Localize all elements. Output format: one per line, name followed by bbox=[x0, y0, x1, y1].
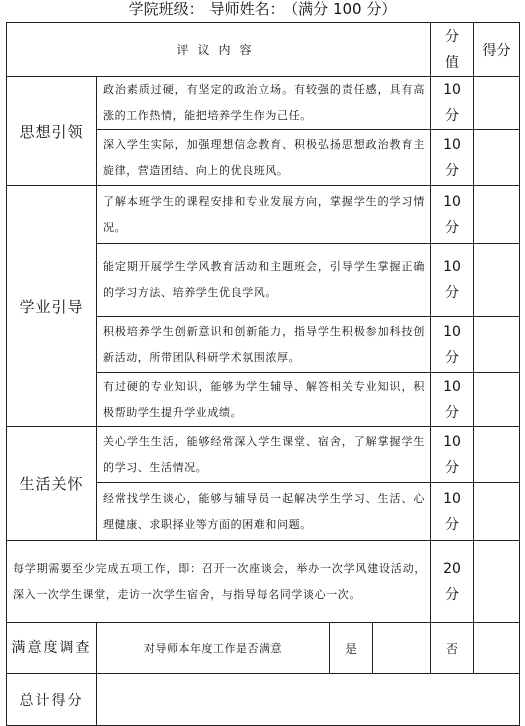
satisfaction-question: 对导师本年度工作是否满意 bbox=[97, 623, 330, 673]
obtained-score-cell[interactable] bbox=[474, 317, 520, 373]
score-unit: 分 bbox=[445, 404, 460, 421]
obtained-score-cell[interactable] bbox=[474, 373, 520, 427]
criterion-text: 深入学生实际，加强理想信念教育、积极弘扬思想政治教育主旋律，营造团结、向上的优良班风。 bbox=[97, 130, 431, 186]
satisfaction-no-checkbox[interactable] bbox=[474, 623, 520, 674]
obtained-score-cell[interactable] bbox=[474, 427, 520, 483]
score-number: 10 bbox=[443, 490, 461, 507]
category-ideology: 思想引领 bbox=[7, 77, 97, 186]
score-number: 10 bbox=[443, 259, 461, 275]
criterion-text: 积极培养学生创新意识和创新能力，指导学生积极参加科技创新活动，所带团队科研学术氛围浓厚。 bbox=[97, 317, 431, 373]
score-value bbox=[431, 317, 474, 373]
score-unit: 分 bbox=[445, 108, 460, 124]
score-unit: 分 bbox=[445, 285, 460, 301]
score-number: 20 bbox=[443, 560, 461, 577]
score-value bbox=[431, 186, 474, 244]
table-row bbox=[7, 427, 520, 483]
header-score bbox=[431, 23, 474, 77]
satisfaction-yes-label: 是 bbox=[330, 623, 373, 673]
total-row bbox=[7, 674, 520, 726]
header-obtained: 得分 bbox=[474, 23, 520, 77]
score-number: 10 bbox=[443, 378, 461, 395]
satisfaction-question-cell bbox=[97, 623, 431, 674]
score-value bbox=[431, 244, 474, 317]
obtained-score-cell[interactable] bbox=[474, 483, 520, 541]
table-header-row bbox=[7, 23, 520, 77]
category-academic: 学业引导 bbox=[7, 186, 97, 427]
criterion-text: 关心学生生活，能够经常深入学生课堂、宿舍，了解掌握学生的学习、生活情况。 bbox=[97, 427, 431, 483]
obtained-score-cell[interactable] bbox=[474, 244, 520, 317]
obtained-score-cell[interactable] bbox=[474, 130, 520, 186]
score-unit: 分 bbox=[445, 162, 460, 179]
requirement-text: 每学期需要至少完成五项工作，即：召开一次座谈会，举办一次学风建设活动，深入一次学生课堂，走访一次学生宿舍，与指导每名同学谈心一次。 bbox=[7, 541, 431, 623]
score-number: 10 bbox=[443, 323, 461, 340]
total-label: 总计得分 bbox=[7, 674, 97, 726]
score-unit: 分 bbox=[445, 219, 460, 236]
satisfaction-yes-checkbox[interactable] bbox=[373, 623, 430, 673]
evaluation-table bbox=[6, 22, 520, 726]
score-value bbox=[431, 541, 474, 623]
class-label: 学院班级： bbox=[128, 0, 204, 18]
criterion-text: 有过硬的专业知识，能够为学生辅导、解答相关专业知识，积极帮助学生提升学业成绩。 bbox=[97, 373, 431, 427]
score-value bbox=[431, 77, 474, 130]
score-unit: 分 bbox=[445, 349, 460, 366]
requirement-row bbox=[7, 541, 520, 623]
score-number: 10 bbox=[443, 82, 461, 98]
score-number: 10 bbox=[443, 433, 461, 450]
criterion-text: 政治素质过硬，有坚定的政治立场。有较强的责任感，具有高涨的工作热情，能把培养学生作为己任。 bbox=[97, 77, 431, 130]
obtained-score-cell[interactable] bbox=[474, 186, 520, 244]
score-unit: 分 bbox=[445, 516, 460, 533]
score-unit: 分 bbox=[445, 586, 460, 603]
criterion-text: 能定期开展学生学风教育活动和主题班会，引导学生掌握正确的学习方法、培养学生优良学风。 bbox=[97, 244, 431, 317]
form-header bbox=[0, 0, 525, 20]
score-value bbox=[431, 373, 474, 427]
satisfaction-label: 满意度调查 bbox=[7, 623, 97, 674]
header-content: 评议内容 bbox=[7, 23, 431, 77]
total-score-cell[interactable] bbox=[97, 674, 520, 726]
advisor-label: 导师姓名： bbox=[209, 0, 285, 18]
table-row bbox=[7, 186, 520, 244]
score-number: 10 bbox=[443, 136, 461, 153]
header-score-line1: 分 bbox=[445, 28, 460, 45]
category-life-care: 生活关怀 bbox=[7, 427, 97, 541]
criterion-text: 了解本班学生的课程安排和专业发展方向，掌握学生的学习情况。 bbox=[97, 186, 431, 244]
score-unit: 分 bbox=[445, 459, 460, 476]
score-value bbox=[431, 427, 474, 483]
criterion-text: 经常找学生谈心，能够与辅导员一起解决学生学习、生活、心理健康、求职择业等方面的困难和问题。 bbox=[97, 483, 431, 541]
score-value bbox=[431, 130, 474, 186]
obtained-score-cell[interactable] bbox=[474, 541, 520, 623]
full-score-note: （满分 100 分） bbox=[290, 0, 397, 18]
satisfaction-row bbox=[7, 623, 520, 674]
satisfaction-no-label: 否 bbox=[431, 623, 474, 674]
table-row bbox=[7, 77, 520, 130]
score-number: 10 bbox=[443, 193, 461, 210]
header-score-line2: 值 bbox=[445, 54, 460, 71]
obtained-score-cell[interactable] bbox=[474, 77, 520, 130]
score-value bbox=[431, 483, 474, 541]
